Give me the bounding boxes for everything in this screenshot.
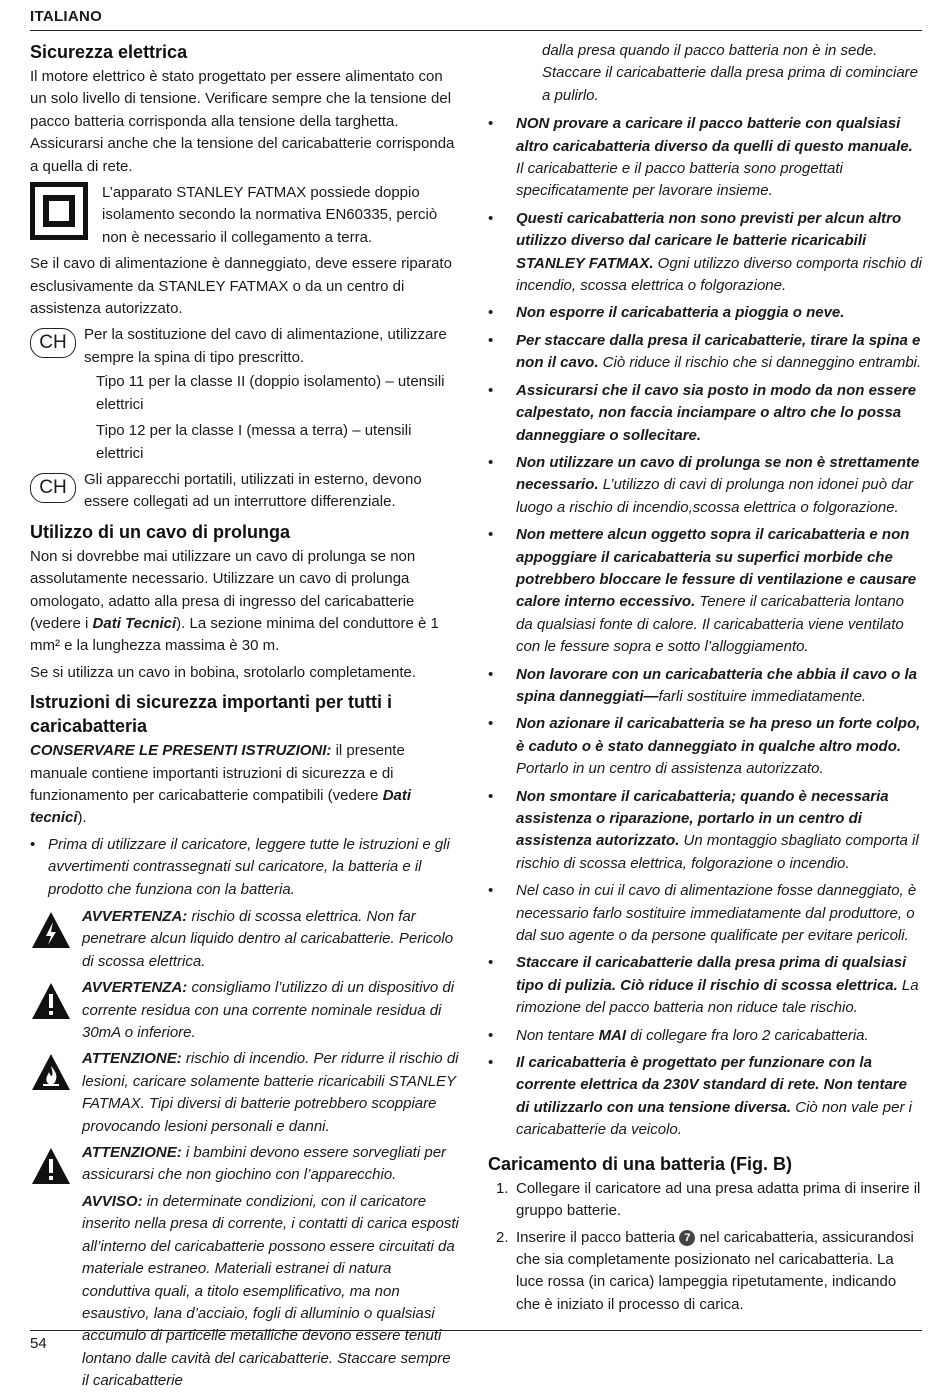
list-item: • Assicurarsi che il cavo sia posto in modo da non essere calpestato, non faccia inciampare o altro che lo possa danneggiare o sollecitare. [488,381,917,444]
double-insulation-text: L’apparato STANLEY FATMAX possiede doppio isolamento secondo la normativa EN60335, perciò non è necessario il collegamento a terra. [102,184,438,246]
paragraph: CONSERVARE LE PRESENTI ISTRUZIONI: il presente manuale contiene importanti istruzioni di sicurezza e di funzionamento per caricabatterie compatibili (vedere Dati tecnici). [30,742,412,827]
list-item: • Per staccare dalla presa il caricabatterie, tirare la spina e non il cavo. Ciò riduce il rischio che si danneggino entrambi. [488,331,922,372]
battery-pack-callout-badge: 7 [679,1230,695,1246]
step-item: 2. Inserire il pacco batteria 7 nel caricabatteria, assicurandosi che sia completamente posizionato nel caricabatteria. La luce rossa (in carica) lampeggia ripetutamente, indicando che è iniziato il processo di carica. [496,1228,914,1313]
fire-warning-icon [30,1048,72,1092]
section-title-charging: Caricamento di una batteria (Fig. B) [488,1153,793,1174]
double-insulation-row [30,182,460,249]
warning-electric-shock: AVVERTENZA: rischio di scossa elettrica. Non far penetrare alcun liquido dentro al caricabatterie. Pericolo di scossa elettrica. [30,906,460,973]
list-item: • Il caricabatteria è progettato per funzionare con la corrente elettrica da 230V standard di rete. Non tentare di utilizzarlo con una tensione diversa. Ciò non vale per i caricabatterie da veicolo. [488,1054,912,1139]
left-column [30,40,460,1397]
step-item: 1. Collegare il caricatore ad una presa adatta prima di inserire il gruppo batterie. [496,1179,921,1220]
plug-type-11: Tipo 11 per la classe II (doppio isolamento) – utensili elettrici [96,373,445,413]
section-title-electrical-safety: Sicurezza elettrica [30,42,188,62]
ch-note-text: Gli apparecchi portatili, utilizzati in esterno, devono essere collegati ad un interruttore differenziale. [84,470,422,511]
double-insulation-icon [30,182,88,240]
ch-note-text: Per la sostituzione del cavo di alimentazione, utilizzare sempre la spina di tipo prescritto. [84,326,447,366]
ch-badge-icon: CH [30,328,76,358]
page-header [30,8,922,31]
list-item: • Non tentare MAI di collegare fra loro 2 caricabatteria. [488,1026,869,1044]
dati-tecnici-ref: Dati Tecnici [92,614,177,632]
list-item: • Non lavorare con un caricabatteria che abbia il cavo o la spina danneggiati—farli sostituire immediatamente. [488,665,917,705]
caution-fire: ATTENZIONE: rischio di incendio. Per ridurre il rischio di lesioni, caricare solamente batterie ricaricabili STANLEY FATMAX. Tipi diversi di batterie potrebbero scoppiare provocando lesioni personali e danni. [30,1048,460,1138]
bullet-list [30,834,460,901]
page-number: 54 [30,1335,47,1352]
ch-note [30,469,460,514]
plug-type-12: Tipo 12 per la classe I (messa a terra) – utensili elettrici [96,422,412,462]
list-item: • Nel caso in cui il cavo di alimentazione fosse danneggiato, è necessario farlo sostituire immediatamente dal produttore, o dal suo agente o da persone qualificate per evitare pericoli. [488,882,917,945]
exclamation-warning-icon [30,1142,72,1186]
list-item: • Staccare il caricabatterie dalla presa prima di qualsiasi tipo di pulizia. Ciò riduce il rischio di scossa elettrica. La rimozione del pacco batteria non riduce tale rischio. [488,954,919,1017]
section-title-extension-cord: Utilizzo di un cavo di prolunga [30,521,290,542]
section-title-safety-instructions: Istruzioni di sicurezza importanti per tutti i caricabatteria [30,692,393,737]
paragraph: Se si utilizza un cavo in bobina, srotolarlo completamente. [30,663,417,681]
list-item: • Non smontare il caricabatteria; quando è necessaria assistenza o riparazione, portarlo in un centro di assistenza autorizzato. Un montaggio sbagliato comporta il rischio di scossa elettrica, folgorazione o incendio. [488,787,919,872]
ch-note [30,324,460,369]
charging-steps [488,1178,922,1316]
right-column [488,40,922,1320]
list-item: • Non utilizzare un cavo di prolunga se non è strettamente necessario. L’utilizzo di cavi di prolunga non idonei può dar luogo a rischio di incendio,scossa elettrica o folgorazione. [488,453,920,516]
dati-tecnici-ref: Dati tecnici [30,786,412,827]
exclamation-warning-icon [30,977,72,1021]
continued-text: dalla presa quando il pacco batteria non è in sede. Staccare il caricabatterie dalla presa prima di cominciare a pulirlo. [542,42,918,104]
list-item: • NON provare a caricare il pacco batterie con qualsiasi altro caricabatteria diverso da quelli di questo manuale. Il caricabatterie e il pacco batteria sono progettati specificatamente per lavorare insieme. [488,115,913,200]
list-item: • Non azionare il caricabatteria se ha preso un forte colpo, è caduto o è stato danneggiato in qualche altro modo. Portarlo in un centro di assistenza autorizzato. [488,715,921,778]
paragraph: Non si dovrebbe mai utilizzare un cavo di prolunga se non assolutamente necessario. Utilizzare un cavo di prolunga omologato, adatto alla presa di ingresso del caricabatterie (vedere i Dati Tecnici). La sezione minima del conduttore è 1 mm² e la lunghezza massima è 30 m. [30,547,439,655]
paragraph: Se il cavo di alimentazione è danneggiato, deve essere riparato esclusivamente da STANLEY FATMAX o da un centro di assistenza autorizzato. [30,255,452,318]
language-label: ITALIANO [30,8,103,25]
list-item: • Prima di utilizzare il caricatore, leggere tutte le istruzioni e gli avvertimenti contrassegnati sul caricatore, la batteria e il prodotto che funziona con la batteria. [30,835,450,898]
charger-safety-list [488,113,922,1019]
ch-badge-icon: CH [30,473,76,503]
charger-safety-list-tail [488,1025,922,1142]
footer-rule [30,1330,922,1331]
electric-shock-warning-icon [30,906,72,950]
caution-children: ATTENZIONE: i bambini devono essere sorvegliati per assicurarsi che non giochino con l’apparecchio. AVVISO: in determinate condizioni, con il caricatore inserito nella presa di corrente, i contatti di carica esposti all’interno del caricabatterie possono essere circuitati da materiale estraneo. Materiali estranei di natura conduttiva quali, a titolo esemplificativo, ma non esaustivo, lana d’acciaio, fogli di alluminio o qualsiasi accumulo di particelle metalliche devono essere tenuti lontano dalle cavità del caricabatterie. Staccare sempre il caricabatterie [30,1142,460,1392]
list-item: • Non mettere alcun oggetto sopra il caricabatteria e non appoggiare il caricabatteria su superfici morbide che potrebbero bloccare le fessure di ventilazione e causare calore interno eccessivo. Tenere il caricabatteria lontano da qualsiasi fonte di calore. Il caricabatteria viene ventilato con le fessure sopra e sotto l’alloggiamento. [488,526,917,656]
paragraph: Il motore elettrico è stato progettato per essere alimentato con un solo livello di tensione. Verificare sempre che la tensione del pacco batteria corrisponda alla tensione della targhetta. Assicurarsi anche che la tensione del caricabatterie corrisponda a quella di rete. [30,68,455,175]
list-item: • Non esporre il caricabatteria a pioggia o neve. [488,304,845,322]
list-item: • Questi caricabatteria non sono previsti per alcun altro utilizzo diverso dal caricare le batterie ricaricabili STANLEY FATMAX. Ogni utilizzo diverso comporta rischio di incendio, scossa elettrica o folgorazione. [488,209,922,295]
warning-residual-current: AVVERTENZA: consigliamo l’utilizzo di un dispositivo di corrente residua con una corrente nominale residua di 30mA o inferiore. [30,977,460,1044]
